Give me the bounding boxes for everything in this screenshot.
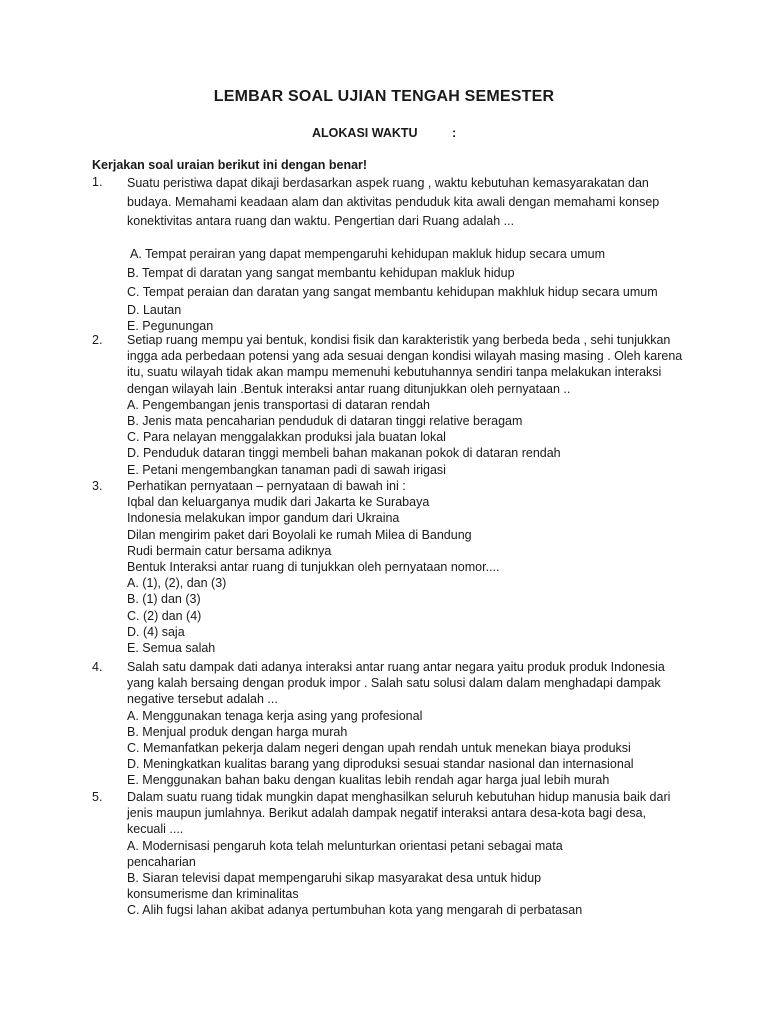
option-b: B. Menjual produk dengan harga murah: [127, 724, 348, 739]
option-c: C. Tempat peraian dan daratan yang sangat membantu kehidupan makhluk hidup secara umum: [127, 285, 658, 299]
option-c: C. Memanfatkan pekerja dalam negeri dengan upah rendah untuk menekan biaya produksi: [127, 740, 631, 755]
option-b: B. Tempat di daratan yang sangat membantu kehidupan makluk hidup: [127, 266, 515, 280]
option-d: D. Lautan: [127, 303, 182, 317]
question-stem-line: budaya. Memahami keadaan alam dan aktivitas penduduk kita awali dengan memahami konsep: [127, 195, 660, 209]
question-stem-line: Bentuk Interaksi antar ruang di tunjukkan oleh pernyataan nomor....: [127, 559, 500, 574]
option-e: E. Petani mengembangkan tanaman padi di sawah irigasi: [127, 462, 446, 477]
question-2: [92, 332, 712, 478]
option-a: A. Menggunakan tenaga kerja asing yang profesional: [127, 708, 423, 723]
instruction: Kerjakan soal uraian berikut ini dengan benar!: [92, 158, 368, 172]
question-stem-line: ingga ada perbedaan potensi yang ada sesuai dengan kondisi wilayah masing masing . Oleh karena: [127, 349, 683, 364]
question-number: 1.: [92, 175, 103, 189]
option-b: B. (1) dan (3): [127, 592, 201, 607]
question-number: 5.: [92, 790, 103, 804]
option-b-continued: konsumerisme dan kriminalitas: [127, 887, 299, 902]
statement-item: Indonesia melakukan impor gandum dari Ukraina: [127, 511, 400, 526]
question-stem-line: Setiap ruang mempu yai bentuk, kondisi fisik dan karakteristik yang berbeda beda , sehi tunjukkan: [127, 333, 671, 347]
statement-item: Iqbal dan keluarganya mudik dari Jakarta ke Surabaya: [127, 495, 430, 510]
option-d: D. Meningkatkan kualitas barang yang diproduksi sesuai standar nasional dan internasional: [127, 757, 634, 772]
option-c: C. Para nelayan menggalakkan produksi jala buatan lokal: [127, 430, 446, 445]
question-3: [92, 478, 712, 656]
option-a: A. (1), (2), dan (3): [127, 576, 227, 591]
time-allocation-label: ALOKASI WAKTU: [312, 126, 418, 140]
question-stem-line: yang kalah bersaing dengan produk impor . Salah satu solusi dalam dalam menghadapi dampak: [127, 676, 661, 691]
question-5: [92, 789, 712, 919]
option-e: E. Pegunungan: [127, 319, 214, 334]
question-stem-line: Dalam suatu ruang tidak mungkin dapat menghasilkan seluruh kebutuhan hidup manusia baik dari: [127, 790, 671, 804]
option-a: A. Pengembangan jenis transportasi di dataran rendah: [127, 397, 430, 412]
question-stem-line: dengan wilayah lain .Bentuk interaksi antar ruang ditunjukkan oleh pernyataan ..: [127, 381, 571, 396]
option-a-continued: pencaharian: [127, 854, 196, 869]
question-stem-line: Salah satu dampak dati adanya interaksi antar ruang antar negara yaitu produk produk Indonesia: [127, 660, 665, 674]
question-number: 3.: [92, 479, 103, 493]
option-d: D. Penduduk dataran tinggi membeli bahan makanan pokok di dataran rendah: [127, 446, 561, 461]
option-e: E. Menggunakan bahan baku dengan kualitas lebih rendah agar harga jual lebih murah: [127, 773, 610, 788]
page-title: LEMBAR SOAL UJIAN TENGAH SEMESTER: [213, 88, 555, 105]
option-c: C. (2) dan (4): [127, 608, 202, 623]
statement-item: Dilan mengirim paket dari Boyolali ke rumah Milea di Bandung: [127, 527, 472, 542]
question-number: 4.: [92, 660, 103, 674]
option-e: E. Semua salah: [127, 640, 216, 655]
question-stem-line: Suatu peristiwa dapat dikaji berdasarkan aspek ruang , waktu kebutuhan kemasyarakatan dan: [127, 176, 649, 190]
statement-item: Rudi bermain catur bersama adiknya: [127, 543, 332, 558]
option-b: B. Jenis mata pencaharian penduduk di dataran tinggi relative beragam: [127, 413, 523, 428]
question-4: [92, 659, 712, 789]
question-stem-line: jenis maupun jumlahnya. Berikut adalah dampak negatif interaksi antara desa-kota bagi desa,: [127, 806, 647, 821]
question-1: [92, 174, 712, 334]
option-a: A. Tempat perairan yang dapat mempengaruhi kehidupan makluk hidup secara umum: [130, 247, 606, 261]
option-c: C. Alih fugsi lahan akibat adanya pertumbuhan kota yang mengarah di perbatasan: [127, 903, 583, 918]
option-b: B. Siaran televisi dapat mempengaruhi sikap masyarakat desa untuk hidup: [127, 870, 542, 885]
time-allocation-colon: :: [452, 126, 457, 140]
question-stem-line: itu, suatu wilayah tidak akan mampu memenuhi kebutuhannya sendiri tanpa melakukan interaksi: [127, 365, 662, 380]
question-stem-line: negative tersebut adalah ...: [127, 692, 278, 707]
time-allocation: [312, 126, 457, 140]
question-stem-line: kecuali ....: [127, 822, 184, 837]
question-number: 2.: [92, 333, 103, 347]
option-a: A. Modernisasi pengaruh kota telah melunturkan orientasi petani sebagai mata: [127, 838, 563, 853]
option-d: D. (4) saja: [127, 624, 185, 639]
question-stem-line: Perhatikan pernyataan – pernyataan di bawah ini :: [127, 479, 406, 493]
question-stem-line: konektivitas antara ruang dan waktu. Pengertian dari Ruang adalah ...: [127, 214, 515, 228]
